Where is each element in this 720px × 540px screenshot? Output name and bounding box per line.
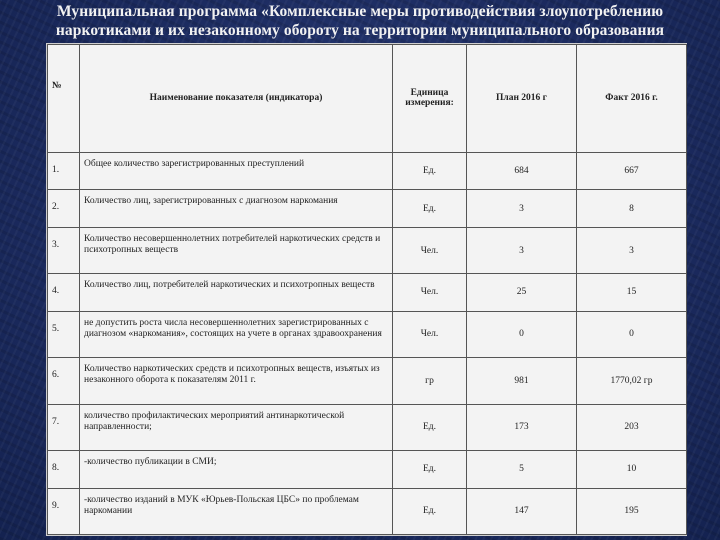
unit-cell: Ед. (393, 488, 467, 535)
table-header-row (48, 45, 687, 153)
indicator-name: Количество лиц, потребителей наркотических и психотропных веществ (80, 274, 393, 311)
header-plan: План 2016 г (467, 45, 577, 153)
fact-value: 15 (577, 274, 687, 311)
row-number: 2. (48, 190, 80, 227)
unit-cell: Ед. (393, 451, 467, 488)
table-row (48, 404, 687, 450)
row-number: 8. (48, 451, 80, 488)
row-number: 4. (48, 274, 80, 311)
indicator-name: Количество наркотических средств и психотропных веществ, изъятых из незаконного оборота к показателям 2011 г. (80, 358, 393, 404)
table-row (48, 311, 687, 357)
plan-value: 981 (467, 358, 577, 404)
fact-value: 195 (577, 488, 687, 535)
plan-value: 3 (467, 190, 577, 227)
document-sheet (47, 44, 686, 535)
indicator-name: количество профилактических мероприятий антинаркотической направленности; (80, 404, 393, 450)
table-row (48, 274, 687, 311)
title-line-1: Муниципальная программа «Комплексные меры противодействия злоупотреблению (56, 3, 664, 20)
fact-value: 667 (577, 152, 687, 189)
row-number: 5. (48, 311, 80, 357)
header-unit: Единица измерения: (393, 45, 467, 153)
title-line-2: наркотиками и их незаконному обороту на территории муниципального образования (55, 22, 665, 39)
fact-value: 0 (577, 311, 687, 357)
slide-title (0, 2, 720, 40)
indicator-name: Количество несовершеннолетних потребителей наркотических средств и психотропных веществ (80, 227, 393, 273)
row-number: 7. (48, 404, 80, 450)
unit-cell: Ед. (393, 404, 467, 450)
table-row (48, 358, 687, 404)
row-number: 1. (48, 152, 80, 189)
row-number: 9. (48, 488, 80, 535)
plan-value: 684 (467, 152, 577, 189)
plan-value: 0 (467, 311, 577, 357)
fact-value: 10 (577, 451, 687, 488)
unit-cell: Ед. (393, 190, 467, 227)
table-row (48, 451, 687, 488)
plan-value: 173 (467, 404, 577, 450)
header-num: № (48, 45, 80, 153)
row-number: 6. (48, 358, 80, 404)
plan-value: 5 (467, 451, 577, 488)
header-fact: Факт 2016 г. (577, 45, 687, 153)
fact-value: 1770,02 гр (577, 358, 687, 404)
indicator-name: -количество публикации в СМИ; (80, 451, 393, 488)
indicator-name: Количество лиц, зарегистрированных с диагнозом наркомания (80, 190, 393, 227)
plan-value: 147 (467, 488, 577, 535)
plan-value: 3 (467, 227, 577, 273)
row-number: 3. (48, 227, 80, 273)
table-row (48, 488, 687, 535)
unit-cell: Чел. (393, 227, 467, 273)
fact-value: 3 (577, 227, 687, 273)
unit-cell: Ед. (393, 152, 467, 189)
indicator-name: не допустить роста числа несовершеннолетних зарегистрированных с диагнозом «наркомания», состоящих на учете в органах здравоохранения (80, 311, 393, 357)
unit-cell: гр (393, 358, 467, 404)
table-row (48, 227, 687, 273)
table-row (48, 152, 687, 189)
plan-value: 25 (467, 274, 577, 311)
unit-cell: Чел. (393, 274, 467, 311)
header-name: Наименование показателя (индикатора) (80, 45, 393, 153)
indicator-name: -количество изданий в МУК «Юрьев-Польская ЦБС» по проблемам наркомании (80, 488, 393, 535)
table-row (48, 190, 687, 227)
indicator-name: Общее количество зарегистрированных преступлений (80, 152, 393, 189)
indicators-table (47, 44, 687, 535)
unit-cell: Чел. (393, 311, 467, 357)
fact-value: 203 (577, 404, 687, 450)
fact-value: 8 (577, 190, 687, 227)
